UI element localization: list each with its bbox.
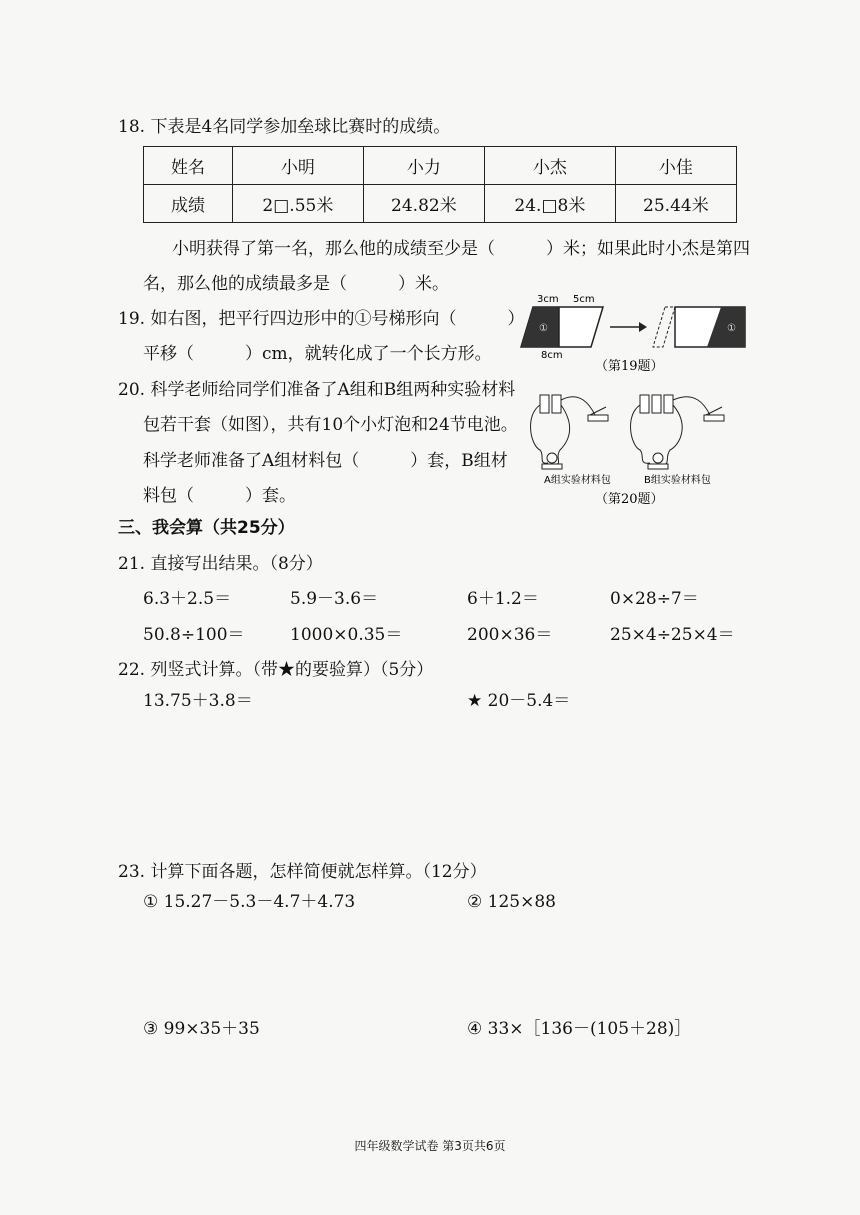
table-cell: 成绩 <box>144 185 233 223</box>
table-cell: 小佳 <box>615 147 736 185</box>
label-3cm: 3cm <box>537 294 559 305</box>
vertical-calc-item: ★ 20－5.4＝ <box>467 691 571 711</box>
simplify-item: ① 15.27－5.3－4.7＋4.73 <box>143 892 356 912</box>
q20-text-2: 包若干套（如图），共有10个小灯泡和24节电池。 <box>143 415 518 435</box>
table-cell: 小力 <box>363 147 484 185</box>
table-cell: 2□.55米 <box>233 185 364 223</box>
calc-item: 50.8÷100＝ <box>143 625 245 645</box>
vertical-calc-item: 13.75＋3.8＝ <box>143 691 253 711</box>
q18-text-1: 小明获得了第一名，那么他的成绩至少是（ ）米；如果此时小杰是第四 <box>172 239 750 259</box>
calc-item: 6＋1.2＝ <box>467 589 539 609</box>
q20-text-1: 20. 科学老师给同学们准备了A组和B组两种实验材料 <box>118 380 516 400</box>
table-cell: 小杰 <box>484 147 615 185</box>
q20-figure <box>520 385 740 510</box>
calc-item: 6.3＋2.5＝ <box>143 589 232 609</box>
label-8cm: 8cm <box>541 350 563 361</box>
svg-text:①: ① <box>727 323 736 334</box>
score-table <box>143 146 737 223</box>
calc-item: 5.9－3.6＝ <box>290 589 379 609</box>
section-3-heading: 三、我会算（共25分） <box>118 518 295 538</box>
table-cell: 姓名 <box>144 147 233 185</box>
trapezoid-label: ① <box>539 323 548 334</box>
page-footer: 四年级数学试卷 第3页共6页 <box>354 1139 506 1153</box>
calc-item: 200×36＝ <box>467 625 553 645</box>
table-cell: 25.44米 <box>615 185 736 223</box>
q23-title: 23. 计算下面各题，怎样简便就怎样算。（12分） <box>118 862 487 882</box>
kit-b-label: B组实验材料包 <box>644 475 711 486</box>
simplify-item: ③ 99×35＋35 <box>143 1019 260 1039</box>
kit-a-label: A组实验材料包 <box>544 475 611 486</box>
kit-b <box>631 395 724 486</box>
table-cell: 小明 <box>233 147 364 185</box>
calc-item: 1000×0.35＝ <box>290 625 403 645</box>
q18-text-2: 名，那么他的成绩最多是（ ）米。 <box>143 274 449 294</box>
kit-a <box>531 395 611 486</box>
q19-caption: （第19题） <box>595 359 664 374</box>
q20-caption: （第20题） <box>595 492 664 507</box>
q19-figure <box>515 290 755 380</box>
table-row <box>144 147 737 185</box>
q22-title: 22. 列竖式计算。（带★的要验算）（5分） <box>118 660 434 680</box>
q21-title: 21. 直接写出结果。（8分） <box>118 554 323 574</box>
q20-text-4: 料包（ ）套。 <box>143 486 296 506</box>
label-5cm: 5cm <box>573 294 595 305</box>
table-cell: 24.□8米 <box>484 185 615 223</box>
calc-item: 25×4÷25×4＝ <box>610 625 735 645</box>
q19-text-1: 19. 如右图，把平行四边形中的①号梯形向（ ） <box>118 309 525 329</box>
simplify-item: ④ 33×［136－(105＋28)］ <box>467 1019 692 1039</box>
table-cell: 24.82米 <box>363 185 484 223</box>
simplify-item: ② 125×88 <box>467 892 556 912</box>
q19-text-2: 平移（ ）cm，就转化成了一个长方形。 <box>143 344 492 364</box>
q18-title: 18. 下表是4名同学参加垒球比赛时的成绩。 <box>118 117 451 137</box>
table-row <box>144 185 737 223</box>
q20-text-3: 科学老师准备了A组材料包（ ）套，B组材 <box>143 451 508 471</box>
calc-item: 0×28÷7＝ <box>610 589 699 609</box>
